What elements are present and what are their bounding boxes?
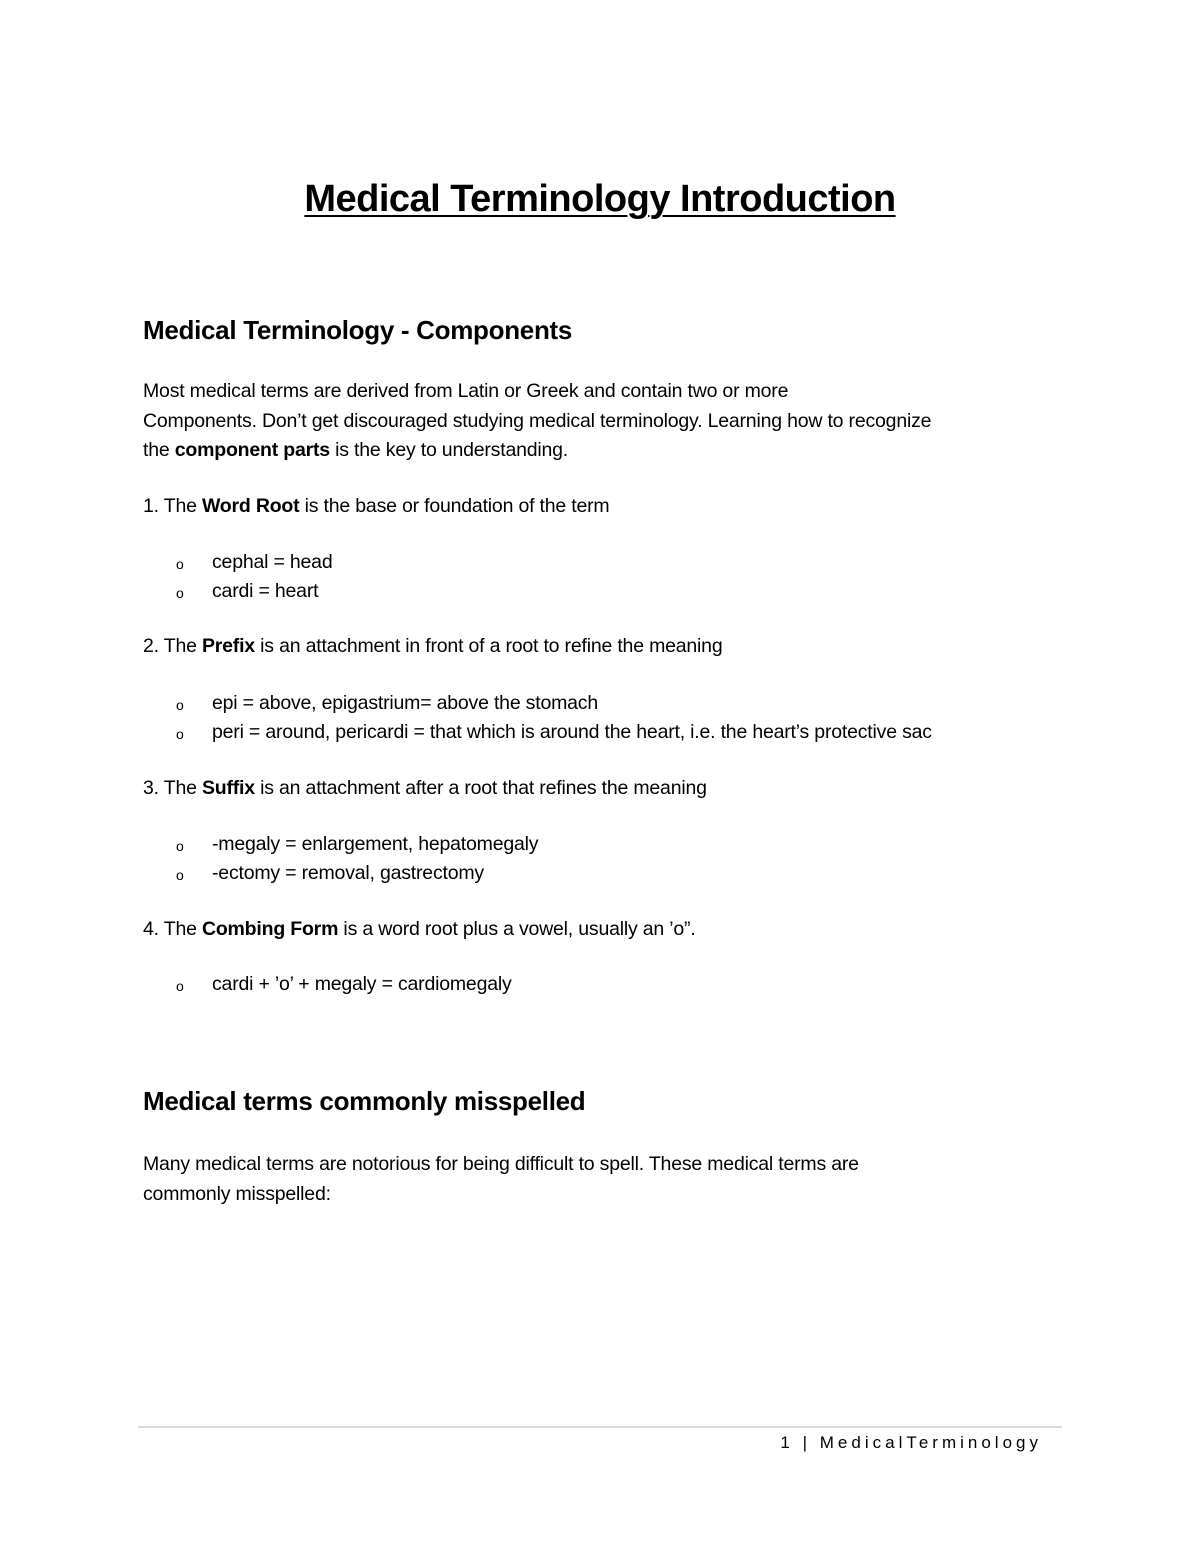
intro-line: Most medical terms are derived from Latin or Greek and contain two or more (143, 380, 789, 402)
paragraph-line: Many medical terms are notorious for being difficult to spell. These medical terms are (143, 1153, 859, 1175)
intro-line: Components. Don’t get discouraged studying medical terminology. Learning how to recognize (143, 409, 932, 432)
page-footer (780, 1433, 1042, 1453)
bold-term: component parts (174, 439, 330, 461)
bullet-icon: o (176, 585, 184, 601)
bullet-icon: o (176, 697, 184, 713)
bold-term: Suffix (201, 777, 255, 799)
intro-paragraph (143, 377, 1063, 466)
page-number: 1 (780, 1433, 794, 1452)
bold-term: Prefix (201, 635, 255, 657)
section-heading-misspelled: Medical terms commonly misspelled (143, 1086, 586, 1116)
footer-label: MedicalTerminology (819, 1433, 1042, 1452)
footer-divider (138, 1426, 1062, 1428)
numbered-item: 3. The Suffix is an attachment after a root that refines the meaning (143, 777, 707, 799)
bold-term: Combing Form (201, 918, 339, 940)
footer-separator: | (802, 1433, 812, 1452)
numbered-item: 1. The Word Root is the base or foundation of the term (143, 495, 610, 517)
bullet-icon: o (176, 838, 184, 854)
section-heading-components: Medical Terminology - Components (143, 315, 573, 345)
page-title: Medical Terminology Introduction (304, 178, 896, 220)
bullet-icon: o (176, 978, 184, 994)
bullet-icon: o (176, 726, 184, 742)
bullet-icon: o (176, 867, 184, 883)
bullet-icon: o (176, 556, 184, 572)
paragraph-line: commonly misspelled: (143, 1182, 331, 1205)
misspelled-paragraph (143, 1150, 1063, 1209)
intro-line: the component parts is the key to understanding. (143, 439, 569, 461)
numbered-item: 2. The Prefix is an attachment in front of a root to refine the meaning (143, 635, 723, 657)
bold-term: Word Root (201, 495, 300, 517)
numbered-item: 4. The Combing Form is a word root plus a vowel, usually an ’o”. (143, 918, 696, 940)
